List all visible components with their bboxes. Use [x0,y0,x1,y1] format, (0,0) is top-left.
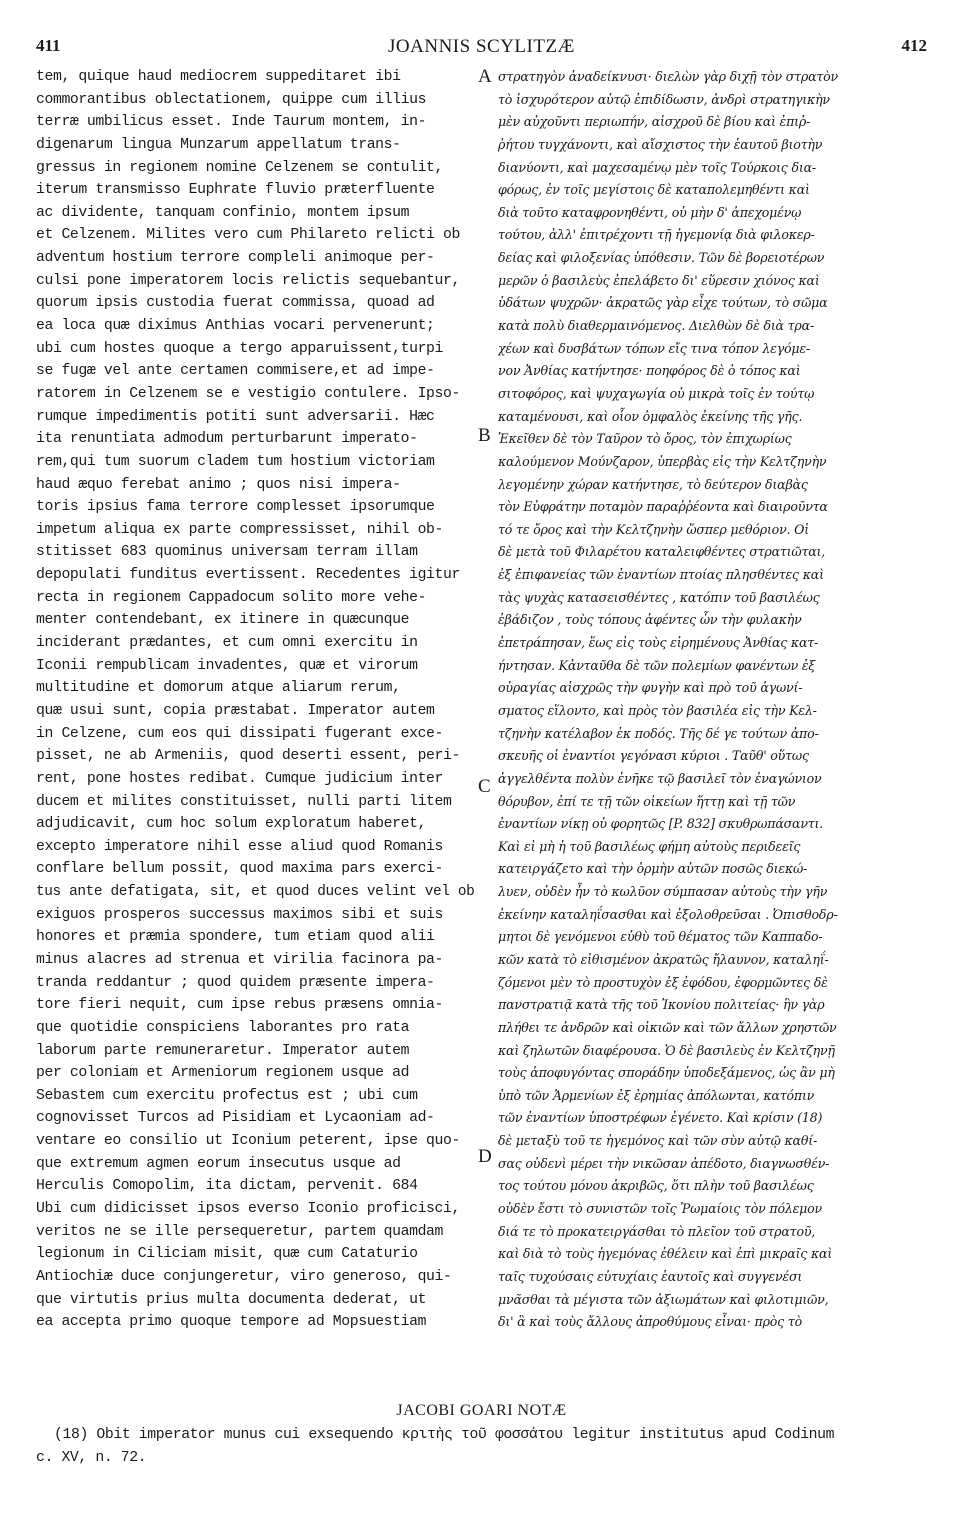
latin-text-line: ducem et milites constituisset, nulli parti litem [36,793,452,810]
greek-text-line: κῶν κατὰ τὸ εἰθισμένον ἀκρατῶς ἤλαυνον, καταληΐ- [498,951,829,967]
latin-text-line: impetum aliqua ex parte compressisset, nihil ob- [36,521,444,538]
latin-text-line: exiguos prosperos successus maximos sibi et suis [36,906,444,923]
greek-text-line: λυεν, οὐδὲν ἦν τὸ κωλῦον σύμπασαν αὐτοὺς τὴν γῆν [498,884,828,900]
latin-text-line: Ubi cum didicisset ipsos everso Iconio proficisci, [36,1201,460,1218]
greek-text-line: πανστρατιᾷ κατὰ τῆς τοῦ Ἰκονίου πολιτείας· ἣν γὰρ [498,997,825,1013]
greek-column [498,66,930,1334]
margin-marker-d: D [478,1146,492,1167]
latin-text-line: culsi pone imperatorem locis relictis sequebantur, [36,272,460,289]
latin-text-line: tranda reddantur ; quod quidem præsente impera- [36,974,435,991]
latin-text-line: haud æquo ferebat animo ; quos nisi impera- [36,476,401,493]
greek-text-line: φόρως, ἐν τοῖς μεγίστοις δὲ καταπολεμηθέντι καὶ [498,182,810,198]
latin-text-line: adventum hostium terrore compleli animoque per- [36,250,435,267]
greek-text-line: τό τε ὄρος καὶ τὴν Κελτζηνὴν ὥσπερ μεθόριον. Οἱ [498,521,809,537]
greek-text-line: διανύοντι, καὶ μαχεσαμένῳ μὲν τοῖς Τούρκοις δια- [498,159,816,175]
latin-text-line: laborum parte remuneraretur. Imperator autem [36,1042,410,1059]
latin-text-line: rumque impedimentis potiti sunt adversarii. Hæc [36,408,435,425]
greek-text-line: καταμένουσι, καὶ οἷον ὀμφαλὸς ἐκείνης τῆς γῆς. [498,408,803,424]
greek-text-line: νον Ἀνθίας κατήντησε· ποηφόρος δὲ ὁ τόπος καὶ [498,363,801,379]
latin-text-line: ubi cum hostes quoque a tergo apparuissent,turpi [36,340,444,357]
latin-text-line: quæ usui sunt, copia præstabat. Imperator autem [36,702,435,719]
greek-text-line: ῥήτου τυγχάνοντι, καὶ αἴσχιστος τὴν ἑαυτοῦ βιοτὴν [498,136,823,152]
margin-marker-a: A [478,66,492,87]
latin-text-line: que virtutis prius multa documenta dederat, ut [36,1291,427,1308]
greek-text-line: διὰ τοῦτο καταφρονηθέντι, οὐ μὴν δ' ἀπεχομένῳ [498,204,802,220]
latin-text-line: per coloniam et Armeniorum regionem usque ad [36,1065,410,1082]
greek-text-line: τὰς ψυχὰς κατασεισθέντες , κατόπιν τοῦ βασιλέως [498,589,820,605]
latin-column [36,66,474,1334]
greek-text-line: κατὰ πολὺ διαθερμαινόμενος. Διελθὼν δὲ διὰ τρα- [498,318,814,334]
greek-text-line: λεγομένην χώραν κατήντησε, τὸ δεύτερον διαβὰς [498,476,808,492]
latin-text-line: adjudicavit, cum hoc solum exploratum haberet, [36,816,427,833]
greek-text-line: ἐξ ἐπιφανείας τῶν ἐναντίων πτοίας πλησθέντες καὶ [498,567,824,583]
latin-text-line: iterum transmisso Euphrate fluvio præterfluente [36,182,435,199]
greek-text-line: δείας καὶ φιλοξενίας ὑπόθεσιν. Τῶν δὲ βορειοτέρων [498,250,825,266]
greek-text-line: ἐκείνην καταληΐσασθαι καὶ ἐξολοθρεῦσαι . Ὀπισθοδρ- [498,906,838,922]
latin-text-line: digenarum lingua Munzarum appellatum trans- [36,136,401,153]
greek-text-line: τὸν Εὐφράτην ποταμὸν παραῤῥέοντα καὶ διαιροῦντα [498,499,828,515]
latin-text-line: recta in regionem Cappadocum solito more vehe- [36,589,427,606]
greek-text-line: διά τε τὸ προκατειργάσθαι τὸ πλεῖον τοῦ στρατοῦ, [498,1223,816,1239]
margin-marker-b: B [478,425,491,446]
latin-text-line: que quotidie conspiciens laborantes pro rata [36,1019,410,1036]
latin-text-line: Herculis Comopolim, ita dictam, pervenit. 684 [36,1178,418,1195]
greek-text-line: σας οὐδενὶ μέρει τὴν νικῶσαν ἀπέδοτο, διαγνωσθέν- [498,1155,830,1171]
latin-text-line: menter contendebant, ex itinere in quæcunque [36,612,410,629]
greek-text-line: τος τούτου μόνου ἀκριβῶς, ὅτι πλὴν τοῦ βασιλέως [498,1178,814,1194]
latin-text-line: Iconii rempublicam invadentes, quæ et virorum [36,657,418,674]
greek-text-line: ήντησαν. Κἀνταῦθα δὲ τῶν πολεμίων φανέντων ἐξ [498,657,816,673]
latin-text-line: et Celzenem. Milites vero cum Philareto relicti ob [36,227,460,244]
latin-text-line: in Celzene, cum eos qui dissipati fugerant exce- [36,725,444,742]
latin-text-line: tus ante defatigata, sit, et quod duces velint vel ob [36,884,474,901]
latin-text-line: gressus in regionem nomine Celzenem se contulit, [36,159,444,176]
greek-text-line: Καὶ εἰ μὴ ἡ τοῦ βασιλέως φήμη αὐτοὺς περιδεεῖς [498,838,801,854]
latin-text-line: toris ipsius fama terrore complesset ipsorumque [36,499,435,516]
latin-text-line: inciderant prædantes, et cum omni exercitu in [36,635,418,652]
latin-text-line: minus alacres ad strenua et virilia facinora pa- [36,951,444,968]
footnote-line: (18) Obit imperator munus cui exsequendo κριτὴς τοῦ φοσσάτου legitur institutus apud Codinum [54,1427,835,1443]
latin-text-line: veritos ne se ille persequeretur, partem quamdam [36,1223,444,1240]
greek-text-line: μερῶν ὁ βασιλεὺς ἐπελάβετο δι' εὕρεσιν χιόνος καὶ [498,272,820,288]
greek-text-line: δὲ μεταξὺ τοῦ τε ἡγεμόνος καὶ τῶν σὺν αὐτῷ καθί- [498,1133,818,1149]
greek-text-line: ἐπετράπησαν, ἕως εἰς τοὺς εἰρημένους Ἀνθίας κατ- [498,635,819,651]
latin-text-line: rent, pone hostes redibat. Cumque judicium inter [36,770,444,787]
greek-text-line: ὑπὸ τῶν Ἀρμενίων ἐξ ἐρημίας ἀπόλωνται, κατόπιν [498,1087,815,1103]
margin-marker-c: C [478,776,491,797]
latin-text-line: commorantibus oblectationem, quippe cum illius [36,91,427,108]
greek-text-line: οὐδὲν ἔστι τὸ συνιστῶν τοῖς Ῥωμαίοις τὸν πόλεμον [498,1201,822,1217]
greek-text-line: μνᾶσθαι τὰ μέγιστα τῶν ἀξιωμάτων καὶ φιλοτιμιῶν, [498,1291,829,1307]
greek-text-line: ἀγγελθέντα πολὺν ἐνῆκε τῷ βασιλεῖ τὸν ἐναγώνιον [498,770,822,786]
greek-text-line: χέων καὶ δυσβάτων τόπων εἴς τινα τόπον λεγόμε- [498,340,811,356]
latin-text-line: terræ umbilicus esset. Inde Taurum montem, in- [36,114,427,131]
running-title: JOANNIS SCYLITZÆ [388,36,575,57]
running-header [36,36,927,60]
latin-text-line: rem,qui tum suorum cladem tum hostium victoriam [36,453,435,470]
page-number-left: 411 [36,36,61,55]
footnote-line: c. XV, n. 72. [36,1450,147,1466]
page-number-right: 412 [901,36,927,55]
latin-text-line: ventare eo consilio ut Iconium peterent, ipse quo- [36,1133,460,1150]
latin-text-line: Antiochiæ duce conjungeretur, viro generoso, qui- [36,1268,452,1285]
greek-text-line: τὸ ἰσχυρότερον αὐτῷ ἐπιδίδωσιν, ἀνδρὶ στρατηγικὴν [498,91,830,107]
greek-text-line: ὑδάτων ψυχρῶν· ἀκρατῶς γὰρ εἶχε τούτων, τὸ σῶμα [498,295,828,311]
greek-text-line: σιτοφόρος, καὶ ψυχαγωγία οὐ μικρὰ τοῖς ἐν τούτῳ [498,385,815,401]
greek-text-line: σκευῆς οἱ ἐναντίοι γεγόνασι κύριοι . Ταῦθ' οὕτως [498,748,809,764]
greek-text-line: δὲ μετὰ τοῦ Φιλαρέτου καταλειφθέντες στρατιῶται, [498,544,826,560]
latin-text-line: legionum in Ciliciam misit, quæ cum Cataturio [36,1246,418,1263]
latin-text-line: depopulati funditus evertissent. Recedentes igitur [36,567,460,584]
latin-text-line: conflare bellum possit, quod maxima pars exerci- [36,861,444,878]
latin-text-line: ea accepta primo quoque tempore ad Mopsuestiam [36,1314,427,1331]
latin-text-line: ratorem in Celzenem se e vestigio contulere. Ipso- [36,385,460,402]
greek-text-line: ἐβάδιζον , τοὺς τόπους ἀφέντες ὧν τὴν φυλακὴν [498,612,802,628]
latin-text-line: Sebastem cum exercitu profectus est ; ubi cum [36,1087,418,1104]
latin-text-line: honores et præmia spondere, tum etiam quod alii [36,929,435,946]
latin-text-line: ita renuntiata admodum perturbarunt imperato- [36,431,418,448]
greek-text-line: καλούμενον Μούνζαρον, ὑπερβὰς εἰς τὴν Κελτζηνὴν [498,453,827,469]
greek-text-line: Ἐκεῖθεν δὲ τὸν Ταῦρον τὸ ὄρος, τὸν ἐπιχωρίως [498,431,792,447]
greek-text-line: θόρυβον, ἐπί τε τῇ τῶν οἰκείων ἥττῃ καὶ τῇ τῶν [498,793,796,809]
greek-text-line: τοὺς ἀποφυγόντας σποράδην ὑποδεξάμενος, ὡς ἂν μὴ [498,1065,835,1081]
greek-text-line: σματος εἵλοντο, καὶ πρὸς τὸν βασιλέα εἰς τὴν Κελ- [498,702,817,718]
greek-text-line: τούτου, ἀλλ' ἐπιτρέχοντι τῇ ἡγεμονίᾳ διὰ φιλοκερ- [498,227,815,243]
greek-text-line: μὲν αὐχοῦντι περιωπήν, αἰσχροῦ δὲ βίου καὶ ἐπιῤ- [498,114,811,130]
greek-text-line: τῶν ἐναντίων ὑποστρέφων ἐγένετο. Καὶ κρίσιν (18) [498,1110,823,1126]
latin-text-line: stitisset 683 quominus universam terram illam [36,544,418,561]
greek-text-line: κατειργάζετο καὶ τὴν ὁρμὴν αὐτῶν ποσῶς διεκώ- [498,861,808,877]
latin-text-line: tem, quique haud mediocrem suppeditaret ibi [36,69,401,85]
latin-text-line: cognovisset Turcos ad Pisidiam et Lycaoniam ad- [36,1110,435,1127]
latin-text-line: tore fieri nequit, cum ipse rebus præsens omnia- [36,997,444,1014]
greek-text-line: πλήθει τε ἀνδρῶν καὶ οἰκιῶν καὶ τῶν ἄλλων χρηστῶν [498,1019,837,1035]
latin-text-line: ea loca quæ diximus Anthias vocari pervenerunt; [36,318,435,335]
greek-text-line: δι' ἃ καὶ τοὺς ἄλλους ἀπροθύμους εἶναι· πρὸς τὸ [498,1314,802,1330]
latin-text-line: se fugæ vel ante certamen commisere,et ad impe- [36,363,435,380]
greek-text-line: ἐναντίων νίκῃ οὐ φορητῶς [P. 832] σκυθρωπάσαντι. [498,816,824,832]
latin-text-line: que extremum agmen eorum insecutus usque ad [36,1155,401,1172]
greek-text-line: οὐραγίας αἰσχρῶς τὴν φυγὴν καὶ πρὸ τοῦ ἀγωνί- [498,680,803,696]
latin-text-line: multitudine et domorum atque aliarum rerum, [36,680,401,697]
greek-text-line: στρατηγὸν ἀναδείκνυσι· διελὼν γὰρ διχῇ τὸν στρατὸν [498,69,839,84]
latin-text-line: ac dividente, tanquam confinio, montem ipsum [36,204,410,221]
greek-text-line: καὶ ζηλωτῶν διαφέρουσα. Ὁ δὲ βασιλεὺς ἐν Κελτζηνῇ [498,1042,835,1058]
latin-text-line: excepto imperatore nihil esse aliud quod Romanis [36,838,444,855]
greek-text-line: ζόμενοι μὲν τὸ προστυχὸν ἐξ ἐφόδου, ἐφορμῶντες δὲ [498,974,828,990]
greek-text-line: μητοι δὲ γενόμενοι εὐθὺ τοῦ θέματος τῶν Καππαδο- [498,929,823,945]
latin-text-line: quorum ipsis custodia fuerat commissa, quoad ad [36,295,435,312]
greek-text-line: καὶ διὰ τὸ τοὺς ἡγεμόνας ἐθέλειν καὶ ἐπὶ μικραῖς καὶ [498,1246,833,1262]
greek-text-line: τζηνὴν κατέλαβον ἐκ ποδός. Τῆς δέ γε τούτων ἀπο- [498,725,819,741]
greek-text-line: ταῖς τυχούσαις εὐτυχίαις ἑαυτοῖς καὶ συγγενέσι [498,1268,803,1284]
latin-text-line: pisset, ne ab Armeniis, quod deserti essent, peri- [36,748,460,765]
notes-heading: JACOBI GOARI NOTÆ [396,1402,567,1419]
